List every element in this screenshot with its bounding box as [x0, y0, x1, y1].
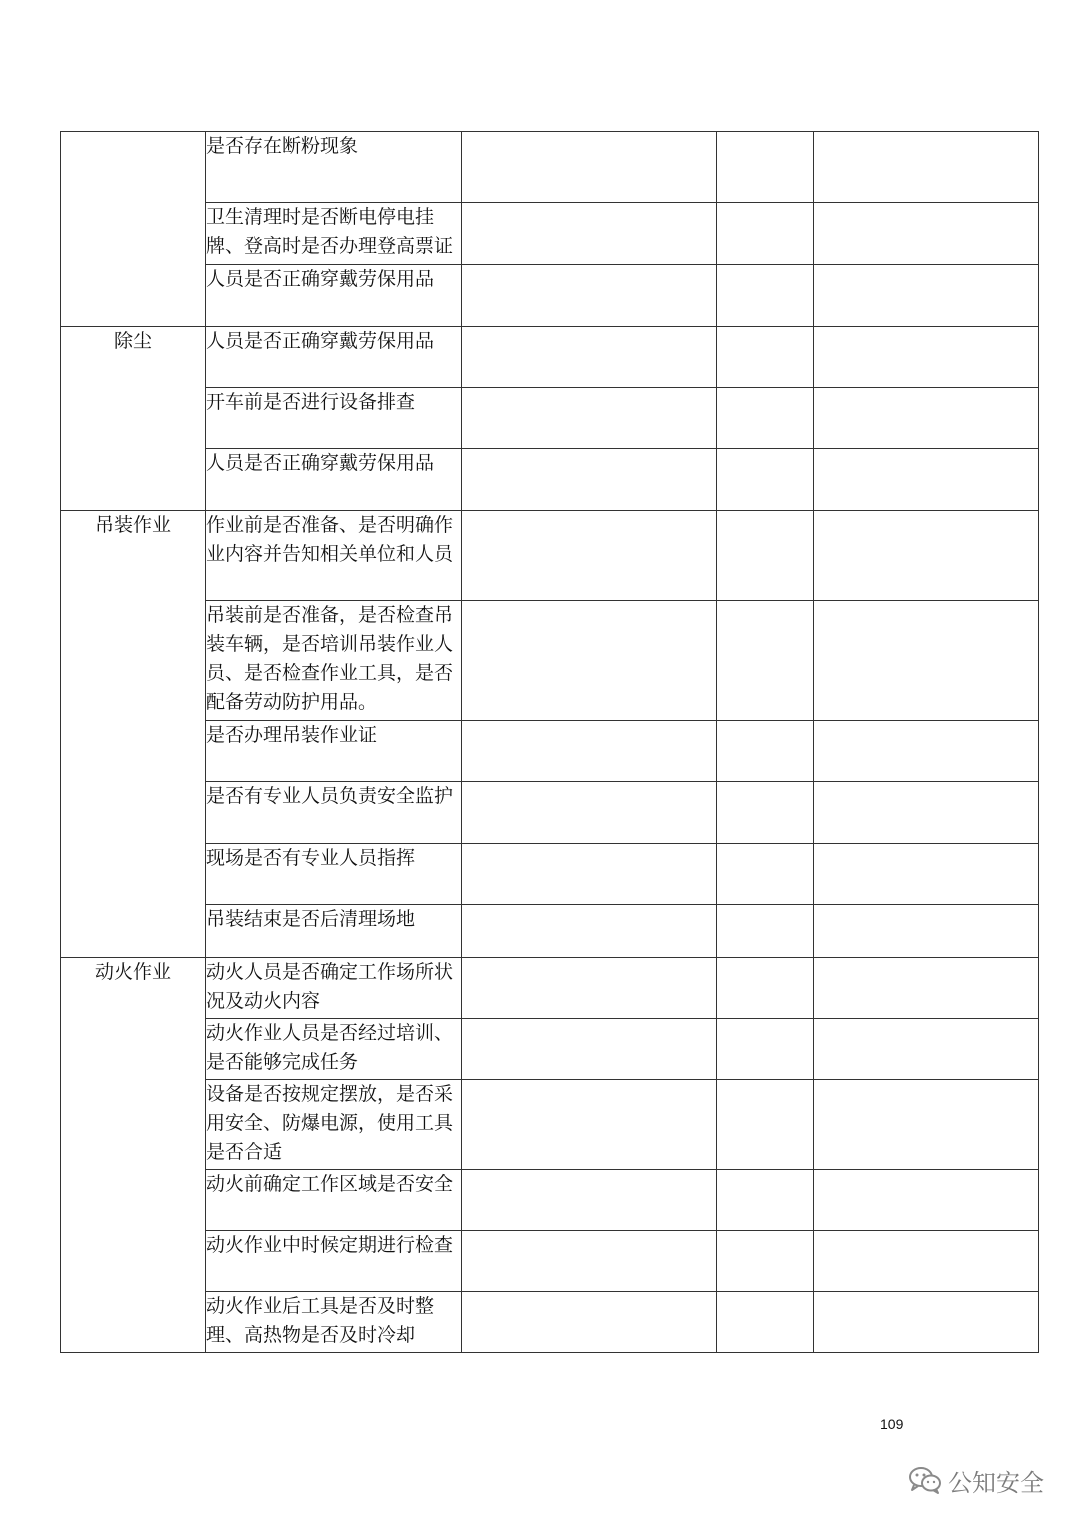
check-item-cell: 吊装前是否准备，是否检查吊装车辆，是否培训吊装作业人员、是否检查作业工具，是否配备劳动防护用品。 [206, 601, 462, 721]
check-item-cell: 作业前是否准备、是否明确作业内容并告知相关单位和人员 [206, 511, 462, 601]
wechat-icon [908, 1465, 942, 1495]
blank-cell [717, 601, 814, 721]
blank-cell [814, 601, 1039, 721]
table-row [61, 511, 1039, 601]
blank-cell [462, 958, 717, 1019]
blank-cell [462, 1170, 717, 1231]
blank-cell [717, 327, 814, 388]
blank-cell [717, 958, 814, 1019]
table-row [61, 388, 1039, 449]
check-item-cell: 现场是否有专业人员指挥 [206, 844, 462, 905]
blank-cell [717, 1292, 814, 1353]
blank-cell [462, 1292, 717, 1353]
watermark-text: 公知安全 [948, 1468, 1044, 1497]
check-item-cell: 动火人员是否确定工作场所状况及动火内容 [206, 958, 462, 1019]
blank-cell [814, 388, 1039, 449]
blank-cell [814, 132, 1039, 203]
table-row [61, 449, 1039, 511]
blank-cell [462, 265, 717, 327]
blank-cell [814, 905, 1039, 958]
check-item-cell: 开车前是否进行设备排查 [206, 388, 462, 449]
blank-cell [717, 1170, 814, 1231]
table-row [61, 782, 1039, 844]
page-number: 109 [880, 1416, 904, 1432]
check-item-cell: 卫生清理时是否断电停电挂牌、登高时是否办理登高票证 [206, 203, 462, 265]
blank-cell [462, 327, 717, 388]
blank-cell [462, 601, 717, 721]
blank-cell [462, 782, 717, 844]
table-row [61, 327, 1039, 388]
blank-cell [717, 721, 814, 782]
blank-cell [814, 327, 1039, 388]
blank-cell [717, 388, 814, 449]
blank-cell [814, 721, 1039, 782]
blank-cell [462, 1080, 717, 1170]
check-item-cell: 人员是否正确穿戴劳保用品 [206, 449, 462, 511]
blank-cell [462, 721, 717, 782]
check-item-cell: 吊装结束是否后清理场地 [206, 905, 462, 958]
check-item-cell: 是否存在断粉现象 [206, 132, 462, 203]
category-cell: 除尘 [61, 327, 206, 511]
table-row [61, 203, 1039, 265]
blank-cell [462, 1231, 717, 1292]
blank-cell [717, 844, 814, 905]
table-row [61, 905, 1039, 958]
inspection-checklist-table [60, 131, 1039, 1353]
blank-cell [814, 511, 1039, 601]
table-row [61, 1019, 1039, 1080]
blank-cell [814, 782, 1039, 844]
check-item-cell: 动火作业中时候定期进行检查 [206, 1231, 462, 1292]
table-row [61, 1292, 1039, 1353]
watermark [908, 1463, 1044, 1497]
blank-cell [814, 1019, 1039, 1080]
table-row [61, 958, 1039, 1019]
table-row [61, 844, 1039, 905]
category-cell: 吊装作业 [61, 511, 206, 958]
check-item-cell: 人员是否正确穿戴劳保用品 [206, 327, 462, 388]
blank-cell [462, 905, 717, 958]
blank-cell [462, 132, 717, 203]
category-cell: 动火作业 [61, 958, 206, 1353]
blank-cell [814, 844, 1039, 905]
check-item-cell: 是否办理吊装作业证 [206, 721, 462, 782]
blank-cell [814, 265, 1039, 327]
blank-cell [462, 203, 717, 265]
table-row [61, 601, 1039, 721]
blank-cell [814, 1170, 1039, 1231]
blank-cell [462, 844, 717, 905]
table-row [61, 1080, 1039, 1170]
check-item-cell: 是否有专业人员负责安全监护 [206, 782, 462, 844]
blank-cell [717, 449, 814, 511]
table-row [61, 265, 1039, 327]
table-row [61, 1231, 1039, 1292]
check-item-cell: 人员是否正确穿戴劳保用品 [206, 265, 462, 327]
blank-cell [814, 1231, 1039, 1292]
blank-cell [717, 132, 814, 203]
blank-cell [717, 1019, 814, 1080]
check-item-cell: 设备是否按规定摆放，是否采用安全、防爆电源，使用工具是否合适 [206, 1080, 462, 1170]
blank-cell [717, 782, 814, 844]
blank-cell [462, 449, 717, 511]
blank-cell [462, 1019, 717, 1080]
blank-cell [814, 1292, 1039, 1353]
blank-cell [814, 958, 1039, 1019]
blank-cell [814, 449, 1039, 511]
blank-cell [717, 265, 814, 327]
blank-cell [462, 511, 717, 601]
blank-cell [717, 511, 814, 601]
blank-cell [814, 203, 1039, 265]
table-row [61, 132, 1039, 203]
blank-cell [717, 905, 814, 958]
table-row [61, 721, 1039, 782]
check-item-cell: 动火作业后工具是否及时整理、高热物是否及时冷却 [206, 1292, 462, 1353]
blank-cell [717, 1080, 814, 1170]
check-item-cell: 动火作业人员是否经过培训、是否能够完成任务 [206, 1019, 462, 1080]
blank-cell [717, 203, 814, 265]
check-item-cell: 动火前确定工作区域是否安全 [206, 1170, 462, 1231]
table-row [61, 1170, 1039, 1231]
blank-cell [814, 1080, 1039, 1170]
blank-cell [462, 388, 717, 449]
category-cell [61, 132, 206, 327]
blank-cell [717, 1231, 814, 1292]
